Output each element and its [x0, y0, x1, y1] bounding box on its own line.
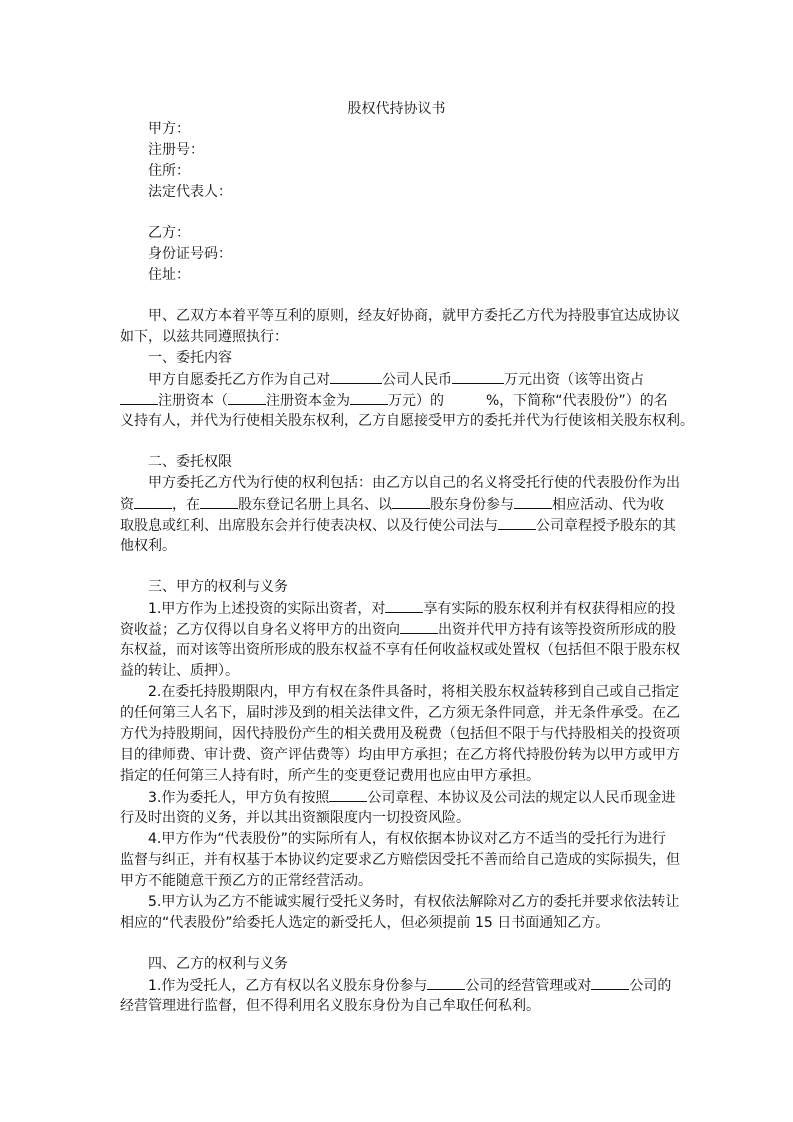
- blank-line: [591, 975, 629, 990]
- blank-line: [385, 598, 423, 613]
- section-2-line: 资 ，在 股东登记名册上具名、以 股东身份参与 相应活动、代为收: [120, 494, 664, 515]
- section-2-heading: 二、委托权限: [148, 454, 232, 470]
- section-3-line: 目的律师费、审计费、资产评估费等）均由甲方承担；在乙方将代持股份转为以甲方或甲方: [120, 747, 680, 763]
- blank-line: [514, 494, 552, 509]
- document-title: 股权代持协议书: [347, 101, 446, 117]
- section-2-line: 取股息或红利、出席股东会并行使表决权、以及行使公司法与 公司章程授予股东的其: [120, 515, 676, 536]
- section-3-line: 甲方不能随意干预乙方的正常经营活动。: [120, 873, 372, 889]
- party-b-address: 住址：: [148, 267, 190, 283]
- section-4-line: 1.作为受托人，乙方有权以名义股东身份参与 公司的经营管理或对 公司的: [148, 975, 671, 996]
- section-3-line: 益的转让、质押）。: [120, 663, 239, 679]
- section-3-line: 4.甲方作为“代表股份”的实际所有人，有权依据本协议对乙方不适当的受托行为进行: [148, 831, 666, 847]
- blank-line: [392, 494, 430, 509]
- section-3-line: 资收益；乙方仅得以自身名义将甲方的出资向 出资并代甲方持有该等投资所形成的股: [120, 619, 676, 640]
- section-3-line: 东权益，而对该等出资所形成的股东权益不享有任何收益权或处置权（包括但不限于股东权: [120, 642, 680, 658]
- blank-line: [120, 390, 158, 405]
- section-4-line: 经营管理进行监督，但不得利用名义股东身份为自己牟取任何私利。: [120, 998, 540, 1014]
- section-3-line: 的任何第三人名下，届时涉及到的相关法律文件，乙方须无条件同意，并无条件承受。在乙: [120, 705, 680, 721]
- preamble-line: 甲、乙双方本着平等互利的原则，经友好协商，就甲方委托乙方代为持股事宜达成协议: [148, 308, 680, 324]
- section-1-line: 甲方自愿委托乙方作为自己对 公司人民币 万元出资（该等出资占: [148, 369, 644, 390]
- section-4-heading: 四、乙方的权利与义务: [148, 956, 288, 972]
- blank-line: [427, 975, 465, 990]
- blank-line: [498, 515, 536, 530]
- section-2-line: 他权利。: [120, 538, 176, 554]
- party-a-legal-rep: 法定代表人：: [148, 184, 232, 200]
- section-3-line: 5.甲方认为乙方不能诚实履行受托义务时，有权依法解除对乙方的委托并要求依法转让: [148, 894, 680, 910]
- blank-line: [400, 619, 438, 634]
- blank-line: [200, 494, 238, 509]
- blank-line: [452, 369, 504, 384]
- party-a-address: 住所：: [148, 163, 190, 179]
- section-3-line: 相应的“代表股份”给委托人选定的新受托人，但必须提前 15 日书面通知乙方。: [120, 915, 610, 931]
- section-1-line: 注册资本（ 注册资本金为 万元）的 %，下简称“代表股份”）的名: [120, 390, 668, 411]
- section-3-line: 监督与纠正，并有权基于本协议约定要求乙方赔偿因受托不善而给自己造成的实际损失，但: [120, 852, 680, 868]
- party-b-id-no: 身份证号码：: [148, 246, 232, 262]
- section-3-line: 方代为持股期间，因代持股份产生的相关费用及税费（包括但不限于与代持股相关的投资项: [120, 726, 680, 742]
- blank-line: [134, 494, 172, 509]
- blank-line: [330, 369, 382, 384]
- party-a-label: 甲方：: [148, 121, 190, 137]
- section-3-line: 2.在委托持股期限内，甲方有权在条件具备时，将相关股东权益转移到自己或自己指定: [148, 684, 680, 700]
- preamble-line: 如下，以兹共同遵照执行：: [120, 329, 288, 345]
- section-1-line: 义持有人，并代为行使相关股东权利，乙方自愿接受甲方的委托并代为行使该相关股东权利。: [120, 413, 694, 429]
- section-2-line: 甲方委托乙方代为行使的权利包括：由乙方以自己的名义将受托行使的代表股份作为出: [148, 475, 680, 491]
- section-3-heading: 三、甲方的权利与义务: [148, 579, 288, 595]
- section-3-line: 1.甲方作为上述投资的实际出资者，对 享有实际的股东权利并有权获得相应的投: [148, 598, 675, 619]
- section-1-heading: 一、委托内容: [148, 350, 232, 366]
- section-3-line: 指定的任何第三人持有时，所产生的变更登记费用也应由甲方承担。: [120, 768, 540, 784]
- blank-line: [228, 390, 266, 405]
- party-a-reg-no: 注册号：: [148, 142, 204, 158]
- section-3-line: 行及时出资的义务，并以其出资额限度内一切投资风险。: [120, 810, 470, 826]
- party-b-label: 乙方：: [148, 225, 190, 241]
- blank-line: [329, 787, 367, 802]
- section-3-line: 3.作为委托人，甲方负有按照 公司章程、本协议及公司法的规定以人民币现金进: [148, 787, 675, 808]
- blank-line: [350, 390, 388, 405]
